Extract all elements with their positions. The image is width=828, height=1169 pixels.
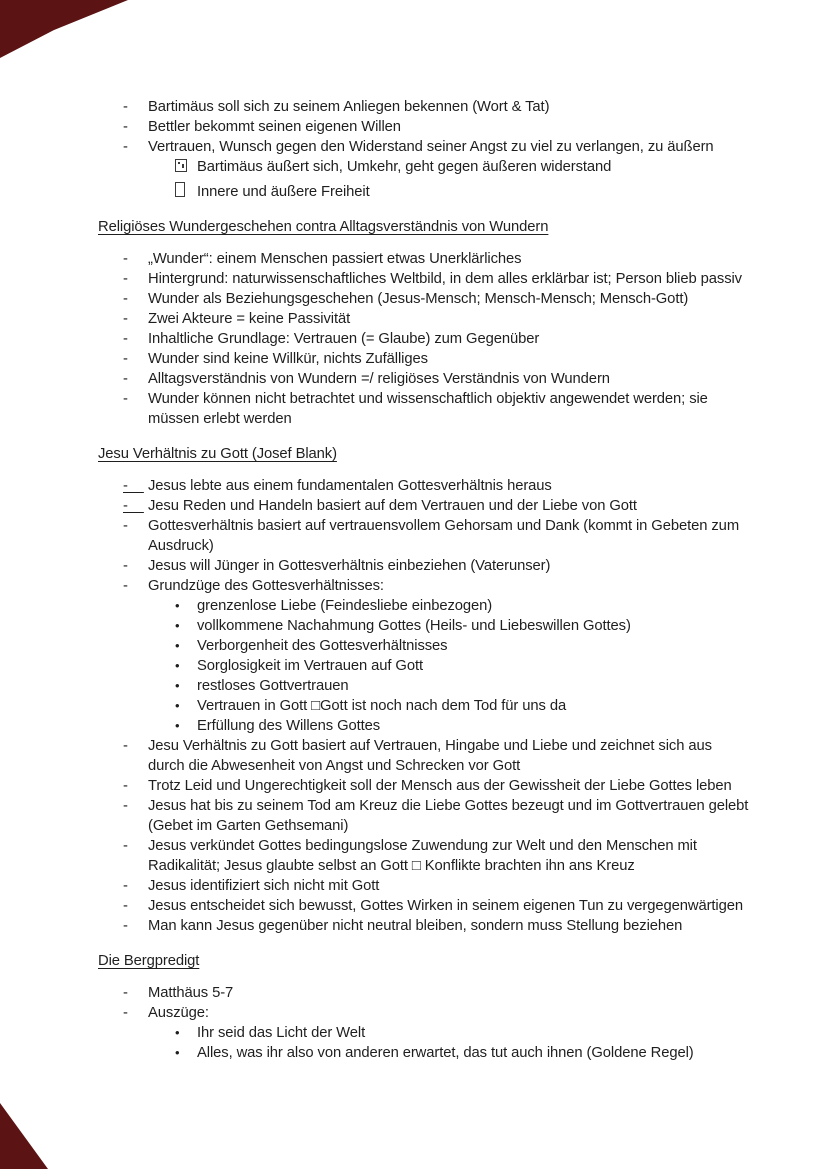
list-item-text: Inhaltliche Grundlage: Vertrauen (= Glaube) zum Gegenüber bbox=[148, 331, 540, 347]
bullet-marker-dash: - bbox=[123, 331, 128, 347]
bullet-marker-dash: - bbox=[123, 778, 128, 794]
list-item bbox=[123, 896, 752, 916]
list-item bbox=[175, 596, 752, 616]
list-item-text: Innere und äußere Freiheit bbox=[197, 184, 370, 200]
list-item bbox=[123, 576, 752, 596]
list-item bbox=[175, 1023, 752, 1043]
list-item-text: Bettler bekommt seinen eigenen Willen bbox=[148, 119, 401, 135]
bullet-marker-dot: • bbox=[175, 618, 180, 633]
bullet-marker-dash: - bbox=[123, 985, 128, 1001]
list-item-text: Erfüllung des Willens Gottes bbox=[197, 718, 381, 734]
list-item-text: vollkommene Nachahmung Gottes (Heils- und Liebeswillen Gottes) bbox=[197, 618, 631, 634]
bullet-marker-dash: - bbox=[123, 898, 128, 914]
bullet-marker-dot: • bbox=[175, 718, 180, 733]
list-item-text: Alltagsverständnis von Wundern =/ religiöses Verständnis von Wundern bbox=[148, 371, 610, 387]
list-item-text: Gottesverhältnis basiert auf vertrauensvollem Gehorsam und Dank (kommt in Gebeten zum Ausdruck) bbox=[148, 518, 740, 554]
list-item bbox=[123, 289, 752, 309]
list-item bbox=[175, 1043, 752, 1063]
list-item-text: Jesus verkündet Gottes bedingungslose Zuwendung zur Welt und den Menschen mit Radikalität; Jesus glaubte selbst an Gott □ Konflikte brachten ihn ans Kreuz bbox=[148, 838, 697, 874]
list-item bbox=[123, 97, 752, 117]
list-item bbox=[123, 983, 752, 1003]
bullet-marker-dash: - bbox=[123, 251, 128, 267]
bullet-marker-dash: - bbox=[123, 271, 128, 287]
list-item-text: Zwei Akteure = keine Passivität bbox=[148, 311, 351, 327]
bullet-marker-dash: - bbox=[123, 391, 128, 407]
list-item-text: Jesus hat bis zu seinem Tod am Kreuz die Liebe Gottes bezeugt und im Gottvertrauen gelebt (Gebet im Garten Gethsemani) bbox=[148, 798, 749, 834]
list-item-text: Trotz Leid und Ungerechtigkeit soll der Mensch aus der Gewissheit der Liebe Gottes leben bbox=[148, 778, 732, 794]
list-item-text: Wunder können nicht betrachtet und wissenschaftlich objektiv angewendet werden; sie müssen erlebt werden bbox=[148, 391, 708, 427]
bullet-marker-dash: - bbox=[123, 351, 128, 367]
bullet-marker-dash-u: - bbox=[123, 478, 144, 494]
list-item-text: Wunder als Beziehungsgeschehen (Jesus-Mensch; Mensch-Mensch; Mensch-Gott) bbox=[148, 291, 689, 307]
list-item-text: restloses Gottvertrauen bbox=[197, 678, 349, 694]
bullet-marker-dot: • bbox=[175, 638, 180, 653]
bullet-marker-tofu-tall bbox=[175, 182, 197, 202]
list-item-text: Hintergrund: naturwissenschaftliches Weltbild, in dem alles erklärbar ist; Person blieb passiv bbox=[148, 271, 742, 287]
bullet-marker-dash: - bbox=[123, 99, 128, 115]
bullet-marker-dash-u: - bbox=[123, 498, 144, 514]
list-item bbox=[123, 476, 752, 496]
bullet-marker-dash: - bbox=[123, 838, 128, 854]
list-item bbox=[123, 876, 752, 896]
list-item bbox=[123, 556, 752, 576]
bullet-marker-dash: - bbox=[123, 518, 128, 534]
list-item-text: Matthäus 5-7 bbox=[148, 985, 234, 1001]
list-item-text: Bartimäus soll sich zu seinem Anliegen bekennen (Wort & Tat) bbox=[148, 99, 550, 115]
section-heading: Jesu Verhältnis zu Gott (Josef Blank) bbox=[98, 446, 337, 462]
list-item-text: Bartimäus äußert sich, Umkehr, geht gegen äußeren widerstand bbox=[197, 159, 612, 175]
section-heading: Die Bergpredigt bbox=[98, 953, 200, 969]
list-item-text: Jesus will Jünger in Gottesverhältnis einbeziehen (Vaterunser) bbox=[148, 558, 551, 574]
bullet-marker-tofu bbox=[175, 157, 197, 177]
list-item bbox=[123, 1003, 752, 1023]
list-item-text: Vertrauen in Gott □Gott ist noch nach dem Tod für uns da bbox=[197, 698, 567, 714]
list-item bbox=[123, 736, 752, 776]
bullet-marker-dot: • bbox=[175, 658, 180, 673]
list-item bbox=[123, 269, 752, 289]
list-item-text: Vertrauen, Wunsch gegen den Widerstand seiner Angst zu viel zu verlangen, zu äußern bbox=[148, 139, 714, 155]
list-item bbox=[175, 676, 752, 696]
list-item bbox=[175, 616, 752, 636]
list-item bbox=[175, 636, 752, 656]
list-item-text: Verborgenheit des Gottesverhältnisses bbox=[197, 638, 448, 654]
bullet-marker-dot: • bbox=[175, 598, 180, 613]
list-item bbox=[123, 776, 752, 796]
bullet-marker-dash: - bbox=[123, 738, 128, 754]
list-item-text: Wunder sind keine Willkür, nichts Zufälliges bbox=[148, 351, 428, 367]
list-item bbox=[123, 329, 752, 349]
bullet-marker-dot: • bbox=[175, 1025, 180, 1040]
list-item-text: Grundzüge des Gottesverhältnisses: bbox=[148, 578, 384, 594]
list-item bbox=[123, 796, 752, 836]
list-item-text: Man kann Jesus gegenüber nicht neutral bleiben, sondern muss Stellung beziehen bbox=[148, 918, 683, 934]
list-item-text: Jesus lebte aus einem fundamentalen Gottesverhältnis heraus bbox=[148, 478, 552, 494]
list-item bbox=[175, 157, 752, 177]
list-item-text: Jesu Reden und Handeln basiert auf dem Vertrauen und der Liebe von Gott bbox=[148, 498, 637, 514]
list-item-text: „Wunder“: einem Menschen passiert etwas Unerklärliches bbox=[148, 251, 522, 267]
list-item bbox=[175, 716, 752, 736]
list-item bbox=[123, 309, 752, 329]
list-item-text: Jesus identifiziert sich nicht mit Gott bbox=[148, 878, 380, 894]
bullet-marker-dash: - bbox=[123, 311, 128, 327]
corner-accent-bottom-left bbox=[0, 1103, 48, 1169]
bullet-marker-dash: - bbox=[123, 371, 128, 387]
list-item bbox=[123, 496, 752, 516]
list-item bbox=[123, 137, 752, 157]
bullet-marker-dot: • bbox=[175, 678, 180, 693]
bullet-marker-dash: - bbox=[123, 558, 128, 574]
list-item bbox=[175, 696, 752, 716]
bullet-marker-dot: • bbox=[175, 698, 180, 713]
section-heading: Religiöses Wundergeschehen contra Alltagsverständnis von Wundern bbox=[98, 219, 549, 235]
list-item-text: Jesu Verhältnis zu Gott basiert auf Vertrauen, Hingabe und Liebe und zeichnet sich aus durch die Abwesenheit von Angst und Schrecken vor Gott bbox=[148, 738, 712, 774]
bullet-marker-dash: - bbox=[123, 798, 128, 814]
bullet-marker-dash: - bbox=[123, 119, 128, 135]
list-item bbox=[123, 916, 752, 936]
bullet-marker-dash: - bbox=[123, 291, 128, 307]
list-item bbox=[175, 182, 752, 202]
bullet-marker-dash: - bbox=[123, 878, 128, 894]
list-item bbox=[123, 117, 752, 137]
bullet-marker-dot: • bbox=[175, 1045, 180, 1060]
list-item-text: Sorglosigkeit im Vertrauen auf Gott bbox=[197, 658, 423, 674]
bullet-marker-dash: - bbox=[123, 918, 128, 934]
list-item-text: Ihr seid das Licht der Welt bbox=[197, 1025, 366, 1041]
list-item bbox=[123, 836, 752, 876]
list-item-text: Auszüge: bbox=[148, 1005, 209, 1021]
list-item bbox=[123, 249, 752, 269]
list-item-text: grenzenlose Liebe (Feindesliebe einbezogen) bbox=[197, 598, 493, 614]
list-item-text: Alles, was ihr also von anderen erwartet, das tut auch ihnen (Goldene Regel) bbox=[197, 1045, 694, 1061]
bullet-marker-dash: - bbox=[123, 1005, 128, 1021]
list-item bbox=[175, 656, 752, 676]
list-item bbox=[123, 349, 752, 369]
list-item-text: Jesus entscheidet sich bewusst, Gottes Wirken in seinem eigenen Tun zu vergegenwärtigen bbox=[148, 898, 744, 914]
bullet-marker-dash: - bbox=[123, 139, 128, 155]
bullet-marker-dash: - bbox=[123, 578, 128, 594]
list-item bbox=[123, 516, 752, 556]
list-item bbox=[123, 389, 752, 429]
list-item bbox=[123, 369, 752, 389]
